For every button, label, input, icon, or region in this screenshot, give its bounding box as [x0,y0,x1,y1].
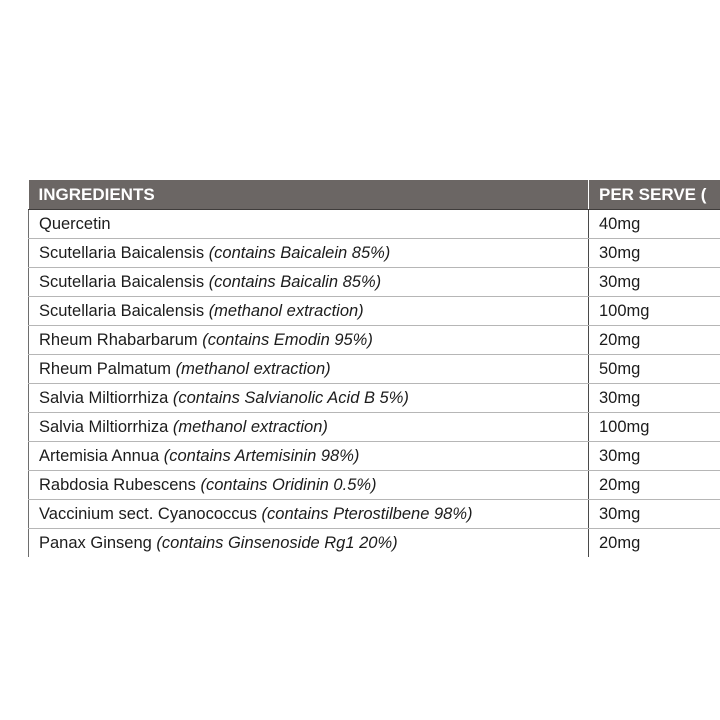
ingredient-name: Rabdosia Rubescens [39,475,196,494]
ingredient-note: (methanol extraction) [175,359,331,378]
ingredient-cell [29,471,589,500]
amount-cell: 100mg [589,413,720,442]
amount-cell: 100mg [589,297,720,326]
ingredient-note: (contains Baicalein 85%) [208,243,391,262]
ingredient-name: Vaccinium sect. Cyanococcus [39,504,257,523]
per-serve-header: PER SERVE ( [589,180,720,210]
amount-cell: 30mg [589,500,720,529]
ingredient-cell [29,384,589,413]
table-row [29,529,720,558]
amount-cell: 20mg [589,326,720,355]
ingredient-note: (methanol extraction) [172,417,328,436]
table-header-row [29,180,720,210]
table-row [29,384,720,413]
ingredient-note: (contains Oridinin 0.5%) [200,475,377,494]
ingredient-name: Rheum Rhabarbarum [39,330,198,349]
ingredient-rows [29,210,720,558]
ingredient-cell [29,239,589,268]
amount-cell: 40mg [589,210,720,239]
ingredient-note: (contains Emodin 95%) [202,330,373,349]
table-row [29,297,720,326]
ingredient-cell [29,529,589,558]
ingredient-cell [29,442,589,471]
ingredient-name: Rheum Palmatum [39,359,172,378]
amount-cell: 30mg [589,442,720,471]
table-row [29,471,720,500]
ingredient-name: Scutellaria Baicalensis [39,301,205,320]
amount-cell: 30mg [589,239,720,268]
amount-cell: 30mg [589,384,720,413]
ingredient-name: Panax Ginseng [39,533,152,552]
ingredient-cell [29,500,589,529]
ingredient-note: (contains Baicalin 85%) [208,272,382,291]
ingredients-header: INGREDIENTS [29,180,589,210]
ingredient-note: (contains Artemisinin 98%) [163,446,360,465]
ingredient-name: Scutellaria Baicalensis [39,272,205,291]
amount-cell: 20mg [589,471,720,500]
table-row [29,355,720,384]
ingredient-cell [29,355,589,384]
table-row [29,500,720,529]
table-row [29,442,720,471]
ingredient-note: (methanol extraction) [208,301,364,320]
ingredient-name: Scutellaria Baicalensis [39,243,205,262]
ingredient-cell [29,210,589,239]
ingredient-name: Salvia Miltiorrhiza [39,388,169,407]
ingredients-table [28,180,720,557]
ingredient-name: Quercetin [39,214,111,233]
table-row [29,239,720,268]
ingredient-cell [29,413,589,442]
ingredient-note: (contains Pterostilbene 98%) [261,504,473,523]
amount-cell: 30mg [589,268,720,297]
ingredient-cell [29,297,589,326]
amount-cell: 50mg [589,355,720,384]
table-row [29,326,720,355]
ingredient-name: Salvia Miltiorrhiza [39,417,169,436]
ingredient-note: (contains Ginsenoside Rg1 20%) [156,533,398,552]
amount-cell: 20mg [589,529,720,558]
ingredient-cell [29,326,589,355]
table-row [29,268,720,297]
ingredient-note: (contains Salvianolic Acid B 5%) [172,388,409,407]
ingredient-cell [29,268,589,297]
table-row [29,413,720,442]
ingredient-name: Artemisia Annua [39,446,160,465]
table-row [29,210,720,239]
